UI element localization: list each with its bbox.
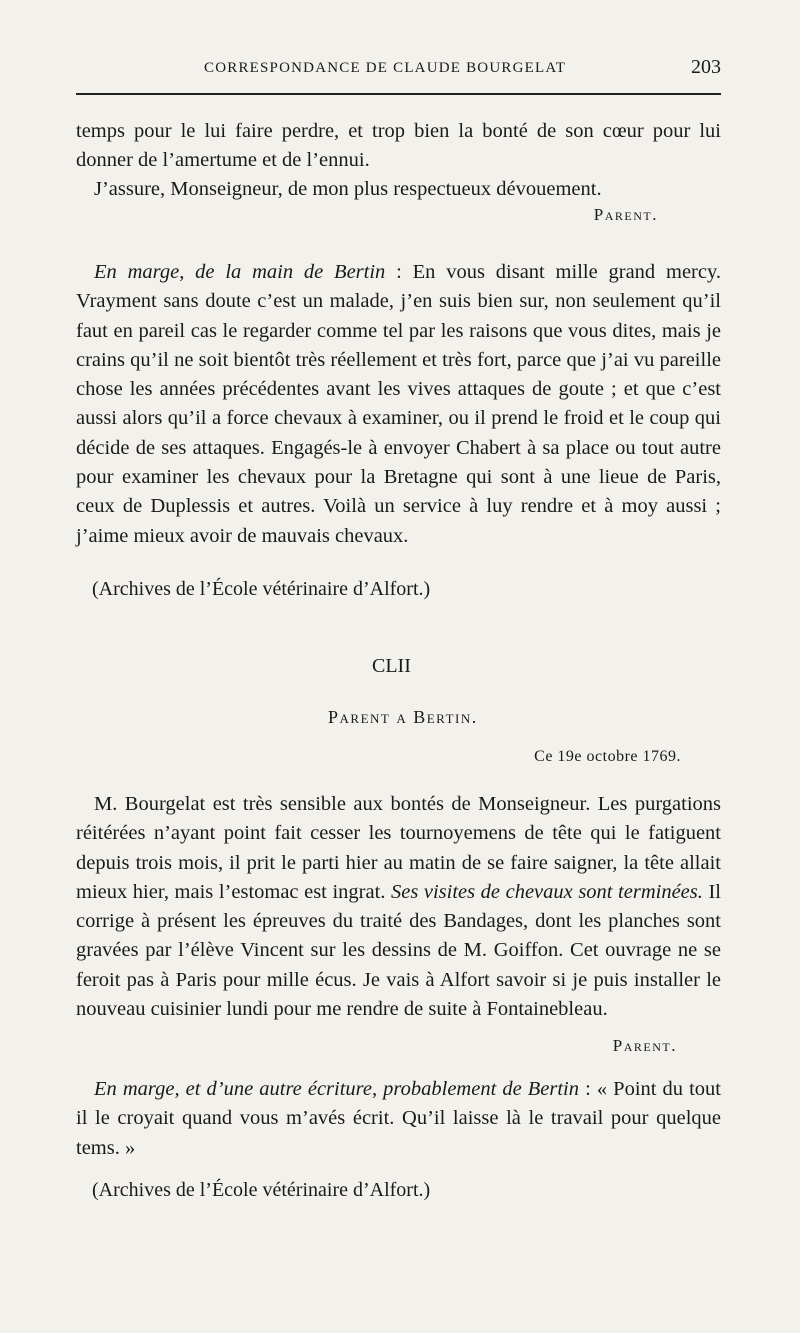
header-rule <box>76 93 721 95</box>
page-header <box>76 56 721 86</box>
marginal-note-2-lead: En marge, et d’une autre écriture, probablement de Bertin <box>94 1078 580 1100</box>
letter1-closing: temps pour le lui faire perdre, et trop bien la bonté de son cœur pour lui donner de l’amertume et de l’ennui. <box>76 120 721 172</box>
letter-date: Ce 19e octobre 1769. <box>534 748 681 765</box>
letter2-body-part1: M. Bourgelat est très sensible aux bontés de Monseigneur. Les purgations réitérées n’ayant point fait cesser les tournoyemens de tête qui le fatiguent depuis trois mois, il prit le parti hier au matin de se faire saigner, la tête allait mieux hier, mais l’estomac est ingrat. <box>76 793 721 903</box>
letter2-body-part2: Il corrige à présent les épreuves du traité des Bandages, dont les planches sont gravées par l’élève Vincent sur les dessins de M. Goiffon. Cet ouvrage ne se feroit pas à Paris pour mille écus. Je vais à Alfort savoir si je puis installer le nouveau cuisinier lundi pour me rendre de suite à Fontainebleau. <box>76 880 721 1021</box>
marginal-note-2-text: : « Point du tout il le croyait quand vous m’avés écrit. Qu’il laisse là le travail pour quelque tems. » <box>76 1078 721 1159</box>
letter-title: Parent a Bertin. <box>328 707 478 727</box>
marginal-note-1-text: : En vous disant mille grand mercy. Vrayment sans doute c’est un malade, j’en suis bien sur, non seulement qu’il faut en pareil cas le regarder comme tel par les raisons que vous dites, mais je crains qu’il ne soit bientôt très réellement et très fort, parce que j’ai vu pareille chose les années précédentes avant les vives attaques de goute ; et que c’est aussi alors qu’il a force chevaux à examiner, ou il prend le froid et le coup qui décide de ses attaques. Engagés-le à envoyer Chabert à sa place ou tout autre pour examiner les chevaux pour la Bretagne qui sont à une lieue de Paris, ceux de Duplessis et autres. Voilà un service à luy rendre et à moy aussi ; j’aime mieux avoir de mauvais chevaux. <box>76 261 722 547</box>
page-number: 203 <box>691 56 721 78</box>
letter2-body <box>76 790 721 1024</box>
source-note-1: (Archives de l’École vétérinaire d’Alfort.) <box>92 578 431 600</box>
running-title: CORRESPONDANCE DE CLAUDE BOURGELAT <box>204 60 567 76</box>
marginal-note-1-lead: En marge, de la main de Bertin <box>94 261 386 283</box>
source-note-2: (Archives de l’École vétérinaire d’Alfort.) <box>92 1179 431 1201</box>
letter1-salutation: J’assure, Monseigneur, de mon plus respectueux dévouement. <box>94 178 602 200</box>
letter2-body-italic: Ses visites de chevaux sont terminées. <box>390 880 703 903</box>
marginal-note-1 <box>76 258 721 551</box>
letter1-signature: Parent. <box>593 205 658 224</box>
letter2-signature: Parent. <box>612 1036 677 1055</box>
letter-number: CLII <box>372 655 411 677</box>
marginal-note-2 <box>76 1075 721 1163</box>
